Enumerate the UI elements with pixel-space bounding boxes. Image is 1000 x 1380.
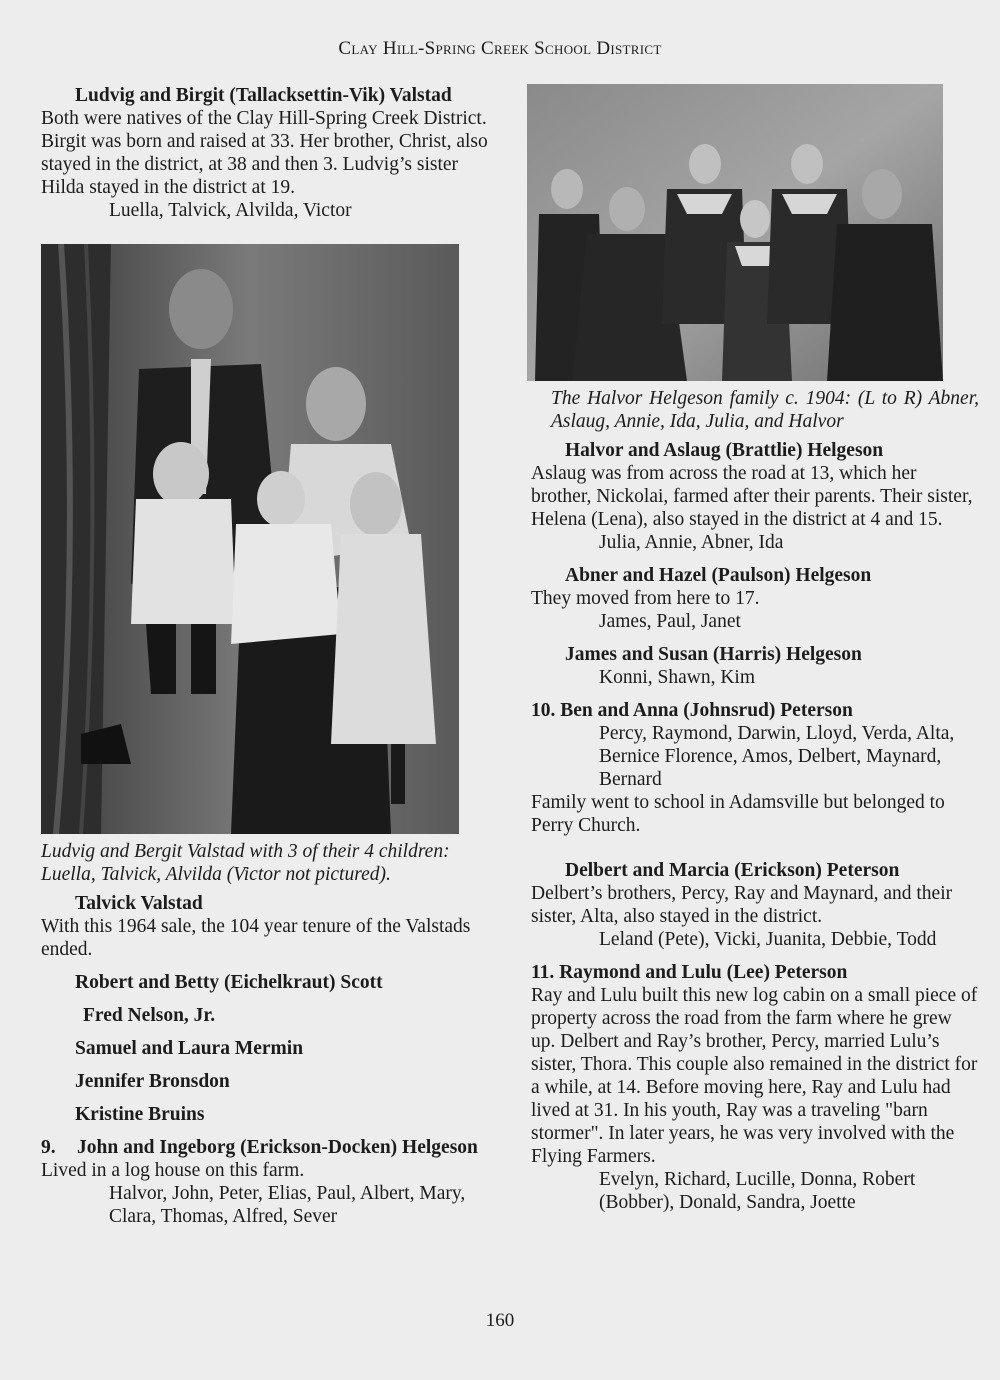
helgeson-family-photo [527,84,943,381]
valstad-family-photo [41,244,459,834]
delbert-heading: Delbert and Marcia (Erickson) Peterson [565,860,900,881]
abner-children: James, Paul, Janet [599,611,741,632]
james-children: Konni, Shawn, Kim [599,667,755,688]
running-header: Clay Hill-Spring Creek School District [338,38,662,59]
entry-9-text: Lived in a log house on this farm. [41,1160,305,1181]
owner-nelson: Fred Nelson, Jr. [83,1005,216,1026]
entry-9-heading-row [41,1136,497,1159]
entry-9-heading: John and Ingeborg (Erickson-Docken) Helgeson [77,1137,478,1158]
entry-10-number: 10. [531,700,556,721]
delbert-children: Leland (Pete), Vicki, Juanita, Debbie, Todd [599,929,937,950]
entry-11-text: Ray and Lulu built this new log cabin on a small piece of property across the road from the farm where he grew up. Delbert and Ray’s brother, Percy, married Lulu’s sister, Thora. This couple also remained in the district for a while, at 14. Before moving here, Ray and Lulu had lived at 31. In his youth, Ray was a traveling "barn stormer". In later years, he was very involved with the Flying Farmers. [531,985,978,1167]
entry-10-heading: Ben and Anna (Johnsrud) Peterson [560,700,853,721]
entry-11-number: 11. [531,962,555,983]
abner-text: They moved from here to 17. [531,588,760,609]
right-column [531,84,979,1214]
halvor-heading: Halvor and Aslaug (Brattlie) Helgeson [565,440,884,461]
halvor-text: Aslaug was from across the road at 13, which her brother, Nickolai, farmed after their parents. Their sister, Helena (Lena), also stayed in the district at 4 and 15. [531,463,973,530]
entry-10-text: Family went to school in Adamsville but belonged to Perry Church. [531,792,945,836]
delbert-text: Delbert’s brothers, Percy, Ray and Maynard, and their sister, Alta, also stayed in the district. [531,883,953,927]
entry-10-children: Percy, Raymond, Darwin, Lloyd, Verda, Alta, Bernice Florence, Amos, Delbert, Maynard, Bernard [599,723,955,790]
entry-9-children: Halvor, John, Peter, Elias, Paul, Albert, Mary, Clara, Thomas, Alfred, Sever [109,1183,466,1227]
talvick-heading: Talvick Valstad [75,893,203,914]
helgeson-photo-caption: The Halvor Helgeson family c. 1904: (L to R) Abner, Aslaug, Annie, Ida, Julia, and Halvor [551,388,979,432]
entry-9-number: 9. [41,1137,56,1158]
halvor-children: Julia, Annie, Abner, Ida [599,532,784,553]
talvick-text: With this 1964 sale, the 104 year tenure of the Valstads ended. [41,916,471,960]
entry-11-heading: Raymond and Lulu (Lee) Peterson [559,962,848,983]
page-number: 160 [485,1310,515,1331]
owner-bronsdon: Jennifer Bronsdon [75,1071,230,1092]
owner-scott: Robert and Betty (Eichelkraut) Scott [75,972,383,993]
owner-mermin: Samuel and Laura Mermin [75,1038,304,1059]
owner-bruins: Kristine Bruins [75,1104,205,1125]
valstad-photo-image [41,244,459,834]
entry-11-children: Evelyn, Richard, Lucille, Donna, Robert (Bobber), Donald, Sandra, Joette [599,1169,916,1213]
valstad-heading: Ludvig and Birgit (Tallacksettin-Vik) Valstad [75,85,452,106]
entry-10-heading-row [531,699,979,722]
abner-heading: Abner and Hazel (Paulson) Helgeson [565,565,872,586]
james-heading: James and Susan (Harris) Helgeson [565,644,862,665]
helgeson-photo-image [527,84,943,381]
valstad-text: Both were natives of the Clay Hill-Spring Creek District. Birgit was born and raised at 33. Her brother, Christ, also stayed in the district, at 38 and then 3. Ludvig’s sister Hilda stayed in the district at 19. [41,108,488,198]
valstad-photo-caption: Ludvig and Bergit Valstad with 3 of their 4 children: Luella, Talvick, Alvilda (Victor not pictured). [41,841,450,885]
entry-11-heading-row [531,961,979,984]
valstad-children: Luella, Talvick, Alvilda, Victor [109,200,352,221]
left-column [41,84,497,1228]
